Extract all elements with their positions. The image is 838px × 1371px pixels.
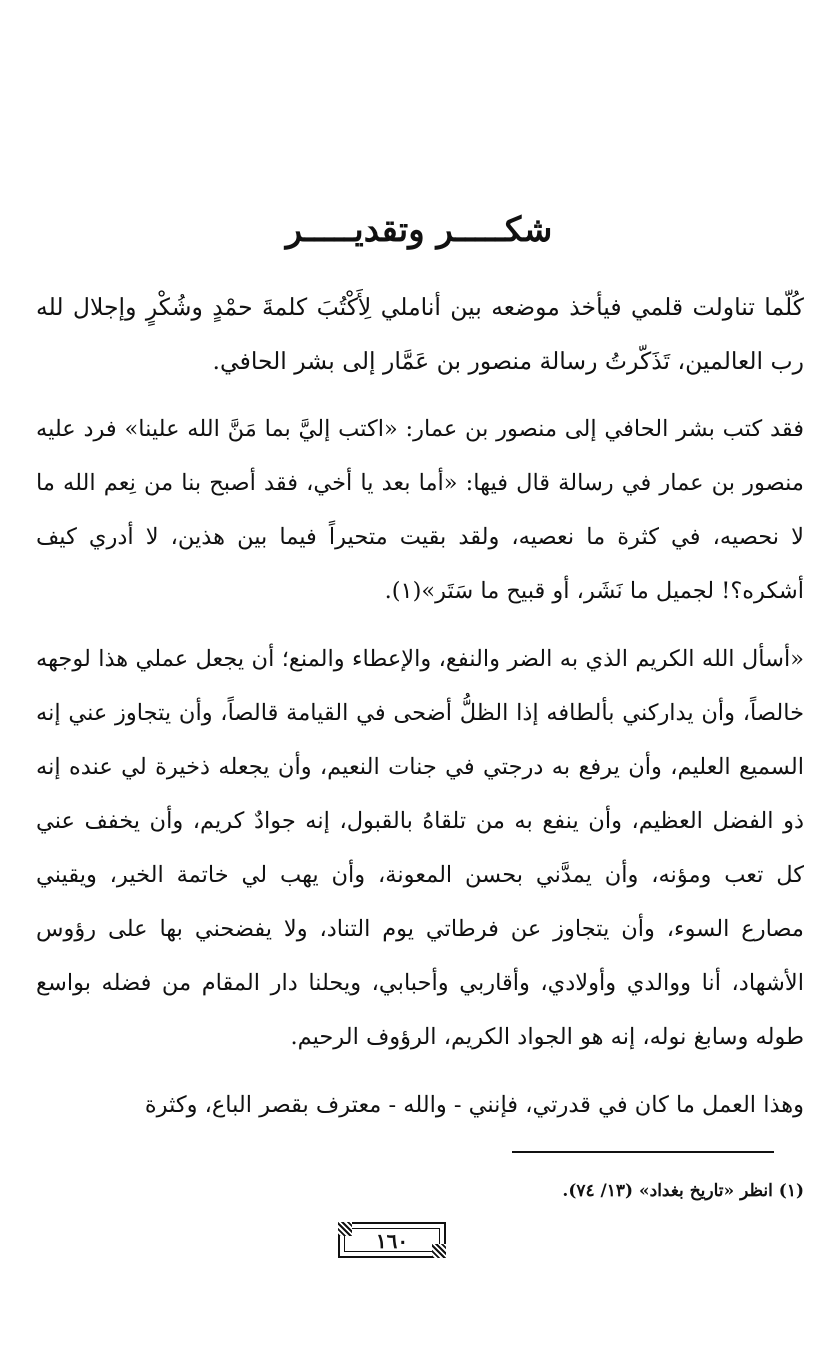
page-number: ١٦٠: [375, 1229, 409, 1253]
paragraph-prayer: «أسأل الله الكريم الذي به الضر والنفع، والإعطاء والمنع؛ أن يجعل عملي هذا لوجهه خالصاً، وأن يداركني بألطافه إذا الظلُّ أضحى في القيامة قالصاً، وأن يتجاوز عني إنه السميع العليم، وأن يرفع به درجتي في جنات النعيم، وأن يجعله ذخيرة لي عنده إنه ذو الفضل العظيم، وأن ينفع به من تلقاهُ بالقبول، إنه جوادٌ كريم، وأن يخفف عني كل تعب ومؤنه، وأن يمدَّني بحسن المعونة، وأن يهب لي خاتمة الخير، ويقيني مصارع السوء، وأن يتجاوز عن فرطاتي يوم التناد، ولا يفضحني بها على رؤوس الأشهاد، أنا ووالدي وأولادي، وأقاربي وأحبابي، ويحلنا دار المقام من فضله بواسع طوله وسابغ نوله، إنه هو الجواد الكريم، الرؤوف الرحيم.: [36, 646, 804, 1050]
page-title: شكـــــر وتقديـــــر: [285, 210, 553, 250]
footnote: (١) انظر «تاريخ بغداد» (١٣/ ٧٤).: [562, 1181, 804, 1201]
footnote-divider: [512, 1151, 774, 1153]
paragraph-closing: وهذا العمل ما كان في قدرتي، فإنني - والله - معترف بقصر الباع، وكثرة: [144, 1092, 804, 1118]
paragraph-letter: فقد كتب بشر الحافي إلى منصور بن عمار: «اكتب إليَّ بما مَنَّ الله علينا» فرد عليه منصور بن عمار في رسالة قال فيها: «أما بعد يا أخي، فقد أصبح بنا من نِعم الله ما لا نحصيه، في كثرة ما نعصيه، ولقد بقيت متحيراً فيما بين هذين، لا أدري كيف أشكره؟! لجميل ما نَشَر، أو قبيح ما سَتَر»(١).: [36, 416, 804, 604]
body-text: [36, 280, 804, 1146]
page-number-frame: [338, 1222, 446, 1258]
paragraph-intro: كُلّما تناولت قلمي فيأخذ موضعه بين أناملي لِأَكْتُبَ كلمةَ حمْدٍ وشُكْرٍ وإجلال لله رب العالمين، تَذَكّرتُ رسالة منصور بن عَمَّار إلى بشر الحافي.: [36, 293, 804, 375]
